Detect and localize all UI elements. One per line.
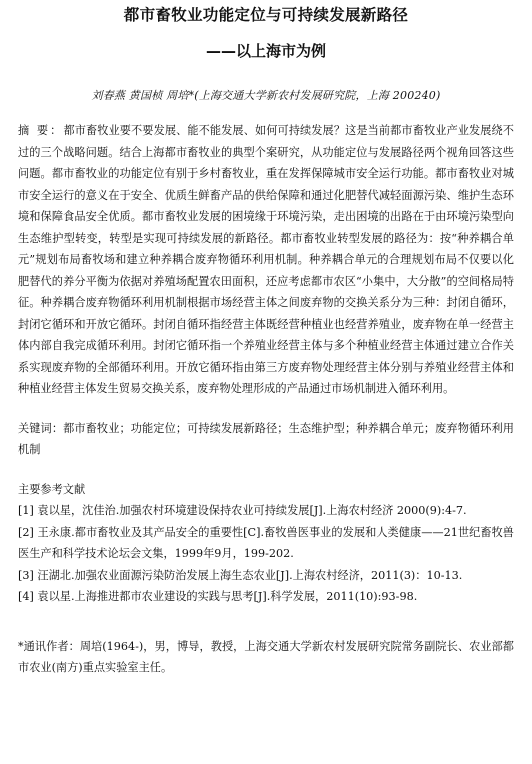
reference-item: [2] 王永康.都市畜牧业及其产品安全的重要性[C].畜牧兽医事业的发展和人类健康——21世纪畜牧兽医生产和科学技术论坛会文集，1999年9月，199-202. — [18, 525, 514, 560]
reference-item: [1] 袁以星，沈佳治.加强农村环境建设保持农业可持续发展[J].上海农村经济 2000(9):4-7. — [18, 504, 467, 517]
reference-item: [4] 袁以星.上海推进都市农业建设的实践与思考[J].科学发展，2011(10):93-98. — [18, 590, 418, 603]
author-line: 刘春燕 黄国桢 周培*(上海交通大学新农村发展研究院，上海 200240) — [91, 89, 441, 102]
keywords: 关键词：都市畜牧业；功能定位；可持续发展新路径；生态维护型；种养耦合单元；废弃物循环利用机制 — [18, 421, 514, 456]
abstract-text: 都市畜牧业要不要发展、能不能发展、如何可持续发展？这是当前都市畜牧业产业发展绕不过的三个战略问题。结合上海都市畜牧业的典型个案研究，从功能定位与发展路径两个视角回答这些问题。都市畜牧业的功能定位有别于乡村畜牧业，重在发挥保障城市安全运行功能。都市畜牧业对城市安全运行的意义在于安全、优质生鲜畜产品的供给保障和通过化肥替代减轻面源污染、维护生态环境和保障食品安全优质。都市畜牧业发展的困境缘于环境污染，走出困境的出路在于由环境污染型向生态维护型转变，转型是实现可持续发展的新路径。都市畜牧业转型发展的路径为：按“种养耦合单元”规划布局畜牧场和建立种养耦合废弃物循环利用机制。种养耦合单元的合理规划布局不仅要以化肥替代的养分平衡为依据对养殖场配置农田面积，还应考虑都市农区“小集中，大分散”的空间格局特征。种养耦合废弃物循环利用机制根据市场经营主体之间废弃物的交换关系分为三种：封闭自循环，封闭它循环和开放它循环。封闭自循环指经营主体既经营种植业也经营养殖业，废弃物在单一经营主体内部自我完成循环利用。封闭它循环指一个养殖业经营主体与多个种植业经营主体通过建立合作关系实现废弃物的全部循环利用。开放它循环指由第三方废弃物处理经营主体分别与养殖业经营主体和种植业经营主体发生贸易交换关系，废弃物处理形成的产品通过市场机制进入循环利用。 — [18, 124, 514, 395]
reference-item: [3] 汪湖北.加强农业面源污染防治发展上海生态农业[J].上海农村经济，2011(3)：10-13. — [18, 568, 463, 582]
corresponding-author-footnote: *通讯作者：周培(1964-)，男，博导，教授，上海交通大学新农村发展研究院常务副院长、农业部都市农业(南方)重点实验室主任。 — [18, 639, 514, 674]
paper-title: 都市畜牧业功能定位与可持续发展新路径 — [123, 6, 409, 24]
abstract-label: 摘 要： — [18, 124, 64, 137]
paper-subtitle: ——以上海市为例 — [205, 42, 326, 60]
references-heading: 主要参考文献 — [18, 482, 86, 496]
references-list — [18, 500, 514, 608]
abstract — [18, 120, 514, 400]
